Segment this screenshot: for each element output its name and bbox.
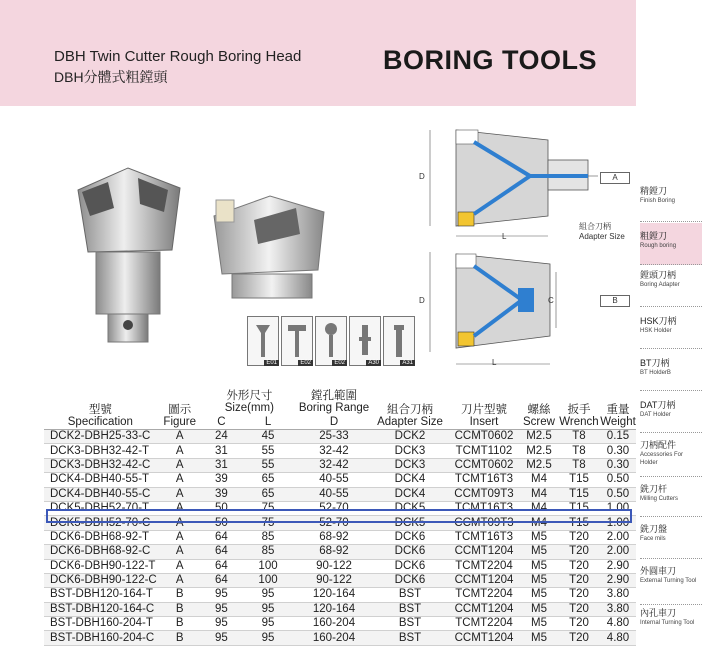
table-row[interactable]	[44, 444, 636, 458]
cell-c: 64	[203, 530, 240, 544]
cell-screw: M2.5	[520, 458, 558, 472]
cell-c: 64	[203, 545, 240, 559]
sidebar-item-hsk-holder[interactable]: HSK刀柄 HSK Holder	[640, 316, 677, 334]
table-row[interactable]	[44, 617, 636, 631]
cell-wrench: T15	[558, 501, 600, 515]
column-header-screw: 螺絲 Screw	[520, 385, 558, 430]
cell-weight: 2.90	[600, 573, 636, 587]
cell-screw: M2.5	[520, 430, 558, 444]
cell-figure: A	[157, 487, 203, 501]
table-row[interactable]	[44, 530, 636, 544]
cell-adapter: BST	[372, 588, 448, 602]
cell-weight: 0.30	[600, 458, 636, 472]
table-row[interactable]	[44, 545, 636, 559]
cell-l: 100	[240, 573, 296, 587]
cell-c: 31	[203, 458, 240, 472]
cell-range: 90-122	[296, 573, 372, 587]
cell-c: 50	[203, 516, 240, 530]
cell-figure: B	[157, 588, 203, 602]
cell-spec: BST-DBH120-164-C	[44, 602, 157, 616]
cell-l: 65	[240, 487, 296, 501]
cell-insert: CCMT0602	[448, 430, 520, 444]
table-row[interactable]	[44, 458, 636, 472]
cell-insert: TCMT1102	[448, 444, 520, 458]
cell-range: 25-33	[296, 430, 372, 444]
cell-weight: 0.30	[600, 444, 636, 458]
cell-adapter: BST	[372, 617, 448, 631]
cell-weight: 0.50	[600, 487, 636, 501]
cell-spec: DCK6-DBH90-122-T	[44, 559, 157, 573]
cell-weight: 3.80	[600, 588, 636, 602]
column-header-size: 外形尺寸Size(mm)	[203, 385, 296, 415]
cell-screw: M4	[520, 473, 558, 487]
cell-l: 95	[240, 631, 296, 645]
cell-l: 95	[240, 602, 296, 616]
cell-c: 64	[203, 559, 240, 573]
cell-l: 95	[240, 617, 296, 631]
cell-figure: B	[157, 631, 203, 645]
table-row[interactable]	[44, 602, 636, 616]
column-header-d: D	[296, 415, 372, 430]
cell-range: 52-70	[296, 501, 372, 515]
cell-insert: TCMT16T3	[448, 501, 520, 515]
table-body	[44, 430, 636, 646]
page-title: DBH Twin Cutter Rough Boring Head	[54, 48, 302, 65]
cell-weight: 1.00	[600, 516, 636, 530]
cell-weight: 0.15	[600, 430, 636, 444]
cell-weight: 1.00	[600, 501, 636, 515]
cell-figure: B	[157, 602, 203, 616]
cell-adapter: DCK4	[372, 487, 448, 501]
cell-insert: CCMT1204	[448, 631, 520, 645]
insert-screw-icons	[247, 316, 417, 366]
cell-wrench: T20	[558, 530, 600, 544]
cell-range: 120-164	[296, 588, 372, 602]
cell-c: 95	[203, 617, 240, 631]
cell-c: 95	[203, 631, 240, 645]
cell-weight: 4.80	[600, 631, 636, 645]
adapter-size-callout: 組合刀柄 Adapter Size	[579, 222, 625, 241]
cell-spec: BST-DBH120-164-T	[44, 588, 157, 602]
column-header-adapter: 組合刀柄 Adapter Size	[372, 385, 448, 430]
cell-wrench: T20	[558, 588, 600, 602]
cell-screw: M5	[520, 573, 558, 587]
cell-l: 95	[240, 588, 296, 602]
cell-c: 31	[203, 444, 240, 458]
cell-range: 68-92	[296, 530, 372, 544]
cell-range: 40-55	[296, 487, 372, 501]
cell-wrench: T20	[558, 545, 600, 559]
cell-l: 45	[240, 430, 296, 444]
cell-weight: 0.50	[600, 473, 636, 487]
table-row[interactable]	[44, 430, 636, 444]
cell-adapter: DCK6	[372, 559, 448, 573]
figure-b-tag: B	[600, 295, 630, 307]
cell-insert: TCMT2204	[448, 559, 520, 573]
cell-insert: TCMT2204	[448, 617, 520, 631]
cell-wrench: T20	[558, 602, 600, 616]
cell-spec: DCK3-DBH32-42-T	[44, 444, 157, 458]
cell-c: 39	[203, 473, 240, 487]
cell-wrench: T20	[558, 559, 600, 573]
cell-weight: 4.80	[600, 617, 636, 631]
cell-range: 40-55	[296, 473, 372, 487]
cell-wrench: T15	[558, 487, 600, 501]
cell-l: 85	[240, 530, 296, 544]
figure-a-tag: A	[600, 172, 630, 184]
cell-adapter: DCK4	[372, 473, 448, 487]
diagram-figure-b	[418, 248, 578, 370]
column-header-range: 鏜孔範圍 Boring Range	[296, 385, 372, 415]
cell-l: 65	[240, 473, 296, 487]
cell-screw: M5	[520, 545, 558, 559]
cell-range: 32-42	[296, 444, 372, 458]
cell-adapter: BST	[372, 602, 448, 616]
cell-wrench: T8	[558, 430, 600, 444]
sidebar-item-dat-holder[interactable]: DAT刀柄 DAT Holder	[640, 400, 676, 418]
column-header-insert: 刀片型號 Insert	[448, 385, 520, 430]
cell-wrench: T15	[558, 516, 600, 530]
column-header-spec: 型號 Specification	[44, 385, 157, 430]
cell-spec: DCK5-DBH52-70-C	[44, 516, 157, 530]
sidebar-item-milling-cutters[interactable]: 銑刀杆 Milling Cutters	[640, 484, 679, 502]
cell-insert: CCMT1204	[448, 545, 520, 559]
cell-insert: CCMT1204	[448, 602, 520, 616]
cell-insert: CCMT0602	[448, 458, 520, 472]
cell-weight: 2.90	[600, 559, 636, 573]
cell-range: 68-92	[296, 545, 372, 559]
cell-spec: DCK2-DBH25-33-C	[44, 430, 157, 444]
cell-screw: M4	[520, 516, 558, 530]
cell-c: 95	[203, 588, 240, 602]
diagram-figure-a	[418, 126, 598, 248]
cell-l: 55	[240, 444, 296, 458]
table-row[interactable]	[44, 487, 636, 501]
sidebar-item-rough-boring[interactable]: 粗鏜刀 Rough boring	[640, 223, 702, 265]
cell-wrench: T20	[558, 573, 600, 587]
cell-adapter: DCK5	[372, 516, 448, 530]
cell-wrench: T20	[558, 631, 600, 645]
column-header-weight: 重量 Weight	[600, 385, 636, 430]
cell-spec: DCK6-DBH68-92-C	[44, 545, 157, 559]
sidebar-item-finish-boring[interactable]: 精鏜刀 Finish Boring	[640, 186, 676, 204]
cell-l: 75	[240, 501, 296, 515]
cell-screw: M5	[520, 588, 558, 602]
cell-screw: M4	[520, 501, 558, 515]
cell-insert: CCMT1204	[448, 573, 520, 587]
cell-range: 90-122	[296, 559, 372, 573]
cell-spec: BST-DBH160-204-T	[44, 617, 157, 631]
diagram-b-dimension-c: C	[548, 296, 554, 305]
cell-l: 85	[240, 545, 296, 559]
cell-screw: M5	[520, 530, 558, 544]
cell-c: 95	[203, 602, 240, 616]
sidebar-item-bt-holder[interactable]: BT刀柄 BT HolderB	[640, 358, 671, 376]
cell-weight: 2.00	[600, 530, 636, 544]
sidebar-item-accessories[interactable]: 刀柄配件 Accessories For Holder	[640, 440, 684, 466]
cell-insert: TCMT16T3	[448, 473, 520, 487]
pin-a30-icon: A30	[349, 316, 381, 366]
cell-figure: A	[157, 545, 203, 559]
cell-adapter: BST	[372, 631, 448, 645]
diagram-a-dimension-l: L	[502, 232, 507, 241]
section-brand-title: BORING TOOLS	[383, 45, 598, 75]
cell-spec: DCK6-DBH68-92-T	[44, 530, 157, 544]
key-e02-icon: E02	[315, 316, 347, 366]
cell-figure: B	[157, 617, 203, 631]
cell-adapter: DCK6	[372, 545, 448, 559]
page-title-chinese: DBH分體式粗鏜頭	[54, 69, 168, 85]
cell-weight: 3.80	[600, 602, 636, 616]
cell-figure: A	[157, 473, 203, 487]
cell-adapter: DCK2	[372, 430, 448, 444]
cell-wrench: T15	[558, 473, 600, 487]
cell-wrench: T8	[558, 458, 600, 472]
diagram-b-dimension-l: L	[492, 358, 497, 367]
sidebar-item-face-mills[interactable]: 銑刀盤 Face mils	[640, 524, 668, 542]
cell-l: 100	[240, 559, 296, 573]
cell-figure: A	[157, 530, 203, 544]
cell-screw: M5	[520, 559, 558, 573]
cell-figure: A	[157, 501, 203, 515]
cell-spec: DCK6-DBH90-122-C	[44, 573, 157, 587]
cell-adapter: DCK6	[372, 530, 448, 544]
cell-insert: CCMT09T3	[448, 516, 520, 530]
cell-c: 39	[203, 487, 240, 501]
cell-screw: M5	[520, 631, 558, 645]
cell-spec: DCK3-DBH32-42-C	[44, 458, 157, 472]
cell-screw: M2.5	[520, 444, 558, 458]
cell-screw: M5	[520, 617, 558, 631]
cell-screw: M4	[520, 487, 558, 501]
cell-range: 120-164	[296, 602, 372, 616]
cell-weight: 2.00	[600, 545, 636, 559]
cell-wrench: T20	[558, 617, 600, 631]
boring-head-body-photo	[208, 190, 328, 305]
cell-spec: DCK5-DBH52-70-T	[44, 501, 157, 515]
table-row[interactable]	[44, 631, 636, 645]
cell-figure: A	[157, 559, 203, 573]
selected-row-highlight	[46, 509, 632, 523]
cell-adapter: DCK3	[372, 444, 448, 458]
table-row[interactable]	[44, 588, 636, 602]
cell-c: 24	[203, 430, 240, 444]
cell-figure: A	[157, 516, 203, 530]
wrench-e02-icon: E02	[281, 316, 313, 366]
sidebar-item-external-turning[interactable]: 外圓車刀 External Turning Tool	[640, 566, 697, 584]
cell-l: 75	[240, 516, 296, 530]
table-row[interactable]	[44, 559, 636, 573]
cell-figure: A	[157, 573, 203, 587]
cell-figure: A	[157, 458, 203, 472]
cell-insert: TCMT2204	[448, 588, 520, 602]
cell-adapter: DCK5	[372, 501, 448, 515]
cell-insert: CCMT09T3	[448, 487, 520, 501]
cell-range: 32-42	[296, 458, 372, 472]
table-row[interactable]	[44, 573, 636, 587]
cell-adapter: DCK6	[372, 573, 448, 587]
column-header-l: L	[240, 415, 296, 430]
cell-range: 52-70	[296, 516, 372, 530]
cell-insert: TCMT16T3	[448, 530, 520, 544]
sidebar-item-internal-turning[interactable]: 內孔車刀 Internal Turning Tool	[640, 608, 695, 626]
cell-spec: DCK4-DBH40-55-C	[44, 487, 157, 501]
cell-spec: BST-DBH160-204-C	[44, 631, 157, 645]
column-header-c: C	[203, 415, 240, 430]
cell-c: 64	[203, 573, 240, 587]
boring-head-photo	[68, 160, 188, 350]
cell-figure: A	[157, 444, 203, 458]
diagram-b-dimension-d: D	[419, 296, 425, 305]
sidebar-item-boring-adapter[interactable]: 鏜頭刀柄 Boring Adapter	[640, 270, 680, 288]
cell-spec: DCK4-DBH40-55-T	[44, 473, 157, 487]
column-header-wrench: 扳手 Wrench	[558, 385, 600, 430]
column-header-figure: 圖示 Figure	[157, 385, 203, 430]
screw-a31-icon: A31	[383, 316, 415, 366]
cell-figure: A	[157, 430, 203, 444]
cell-range: 160-204	[296, 631, 372, 645]
table-row[interactable]	[44, 473, 636, 487]
cell-adapter: DCK3	[372, 458, 448, 472]
screw-e01-icon: E01	[247, 316, 279, 366]
diagram-a-dimension-d: D	[419, 172, 425, 181]
cell-c: 50	[203, 501, 240, 515]
cell-l: 55	[240, 458, 296, 472]
cell-range: 160-204	[296, 617, 372, 631]
cell-screw: M5	[520, 602, 558, 616]
cell-wrench: T8	[558, 444, 600, 458]
